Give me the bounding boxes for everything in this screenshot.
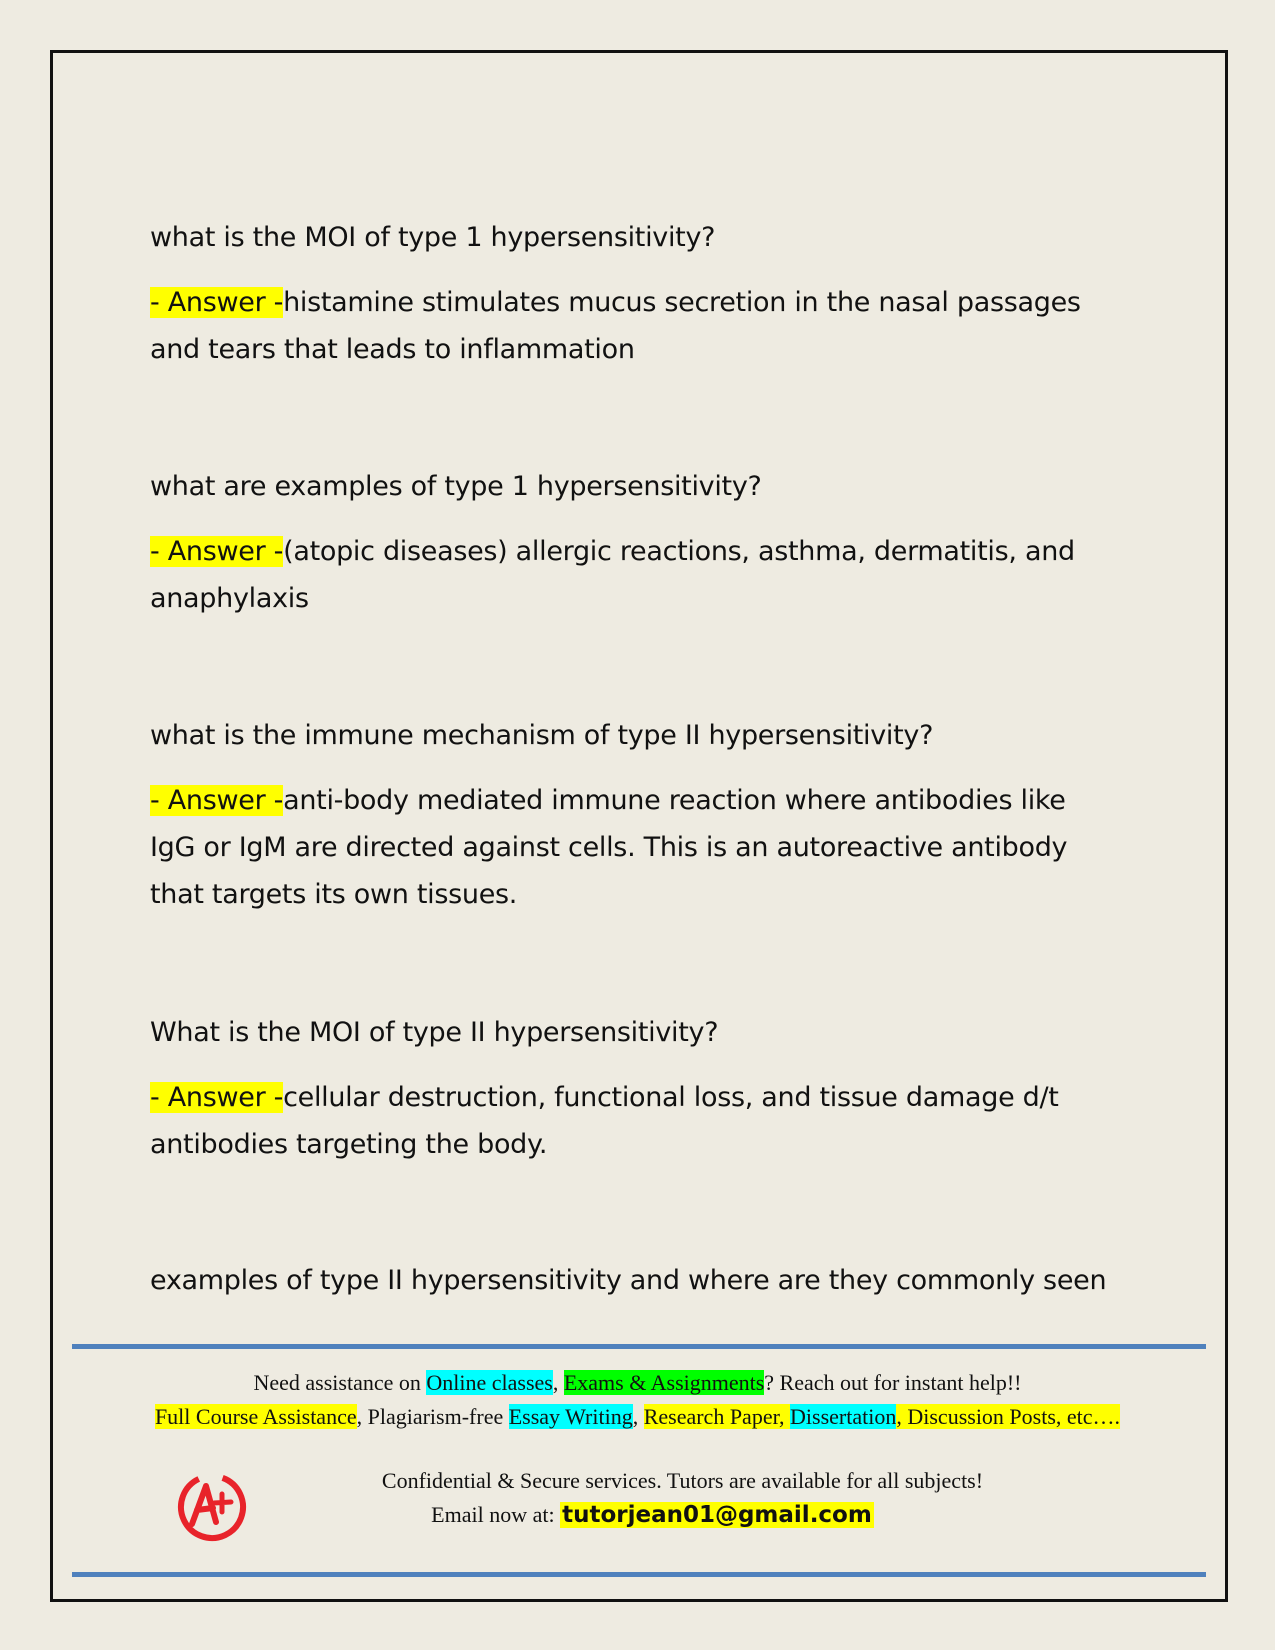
email-link[interactable]: tutorjean01@gmail.com <box>562 1502 872 1528</box>
footer-text: ? Reach out for instant help!! <box>764 1370 1022 1395</box>
footer-line-confidential: Confidential & Secure services. Tutors are available for all subjects! <box>381 1468 984 1493</box>
footer-text: , Plagiarism-free <box>356 1404 509 1429</box>
footer-line-email <box>50 1502 1225 1528</box>
question-text: what is the immune mechanism of type II hypersensitivity? <box>150 720 934 751</box>
question-text: what are examples of type 1 hypersensitivity? <box>150 471 762 502</box>
highlight-research: Research Paper, <box>643 1404 791 1429</box>
answer-tag: - Answer - <box>150 785 284 816</box>
footer-line-offerings <box>50 1404 1225 1430</box>
answer-body: cellular destruction, functional loss, and tissue damage d/t antibodies targeting the body. <box>150 1082 1059 1160</box>
answer-body: (atopic diseases) allergic reactions, asthma, dermatitis, and anaphylaxis <box>150 536 1075 614</box>
highlight-sep: , <box>896 1404 908 1429</box>
footer-divider-top <box>72 1344 1206 1349</box>
question-text: what is the MOI of type 1 hypersensitivity? <box>150 222 716 253</box>
answer-text <box>150 528 1110 622</box>
answer-tag: - Answer - <box>150 1082 284 1113</box>
qa-item <box>150 1258 1110 1304</box>
highlight-essay: Essay Writing <box>508 1404 633 1429</box>
highlight-online-classes: Online classes <box>426 1370 553 1395</box>
footer-text: Need assistance on <box>253 1370 427 1395</box>
question-text: What is the MOI of type II hypersensitivity? <box>150 1017 719 1048</box>
qa-item <box>150 1010 1110 1168</box>
qa-item <box>150 215 1110 373</box>
footer-text: , <box>552 1370 564 1395</box>
footer-text: , <box>632 1404 644 1429</box>
highlight-exams: Exams & Assignments <box>563 1370 765 1395</box>
answer-tag: - Answer - <box>150 536 284 567</box>
question-text: examples of type II hypersensitivity and where are they commonly seen <box>150 1265 1107 1296</box>
footer-text: Email now at: <box>431 1502 561 1527</box>
answer-text <box>150 1074 1110 1168</box>
footer-line-services <box>50 1370 1225 1396</box>
answer-body: histamine stimulates mucus secretion in the nasal passages and tears that leads to inflammation <box>150 287 1081 365</box>
answer-text <box>150 279 1110 373</box>
highlight-discussion: Discussion Posts, etc…. <box>907 1404 1121 1429</box>
answer-body: anti-body mediated immune reaction where antibodies like IgG or IgM are directed against cells. This is an autoreactive antibody that targets its own tissues. <box>150 785 1068 910</box>
answer-tag: - Answer - <box>150 287 284 318</box>
highlight-dissertation: Dissertation <box>790 1404 897 1429</box>
qa-item <box>150 464 1110 622</box>
footer-divider-bottom <box>72 1572 1206 1577</box>
qa-item <box>150 713 1110 918</box>
highlight-full-course: Full Course Assistance <box>154 1404 357 1429</box>
answer-text <box>150 777 1110 918</box>
